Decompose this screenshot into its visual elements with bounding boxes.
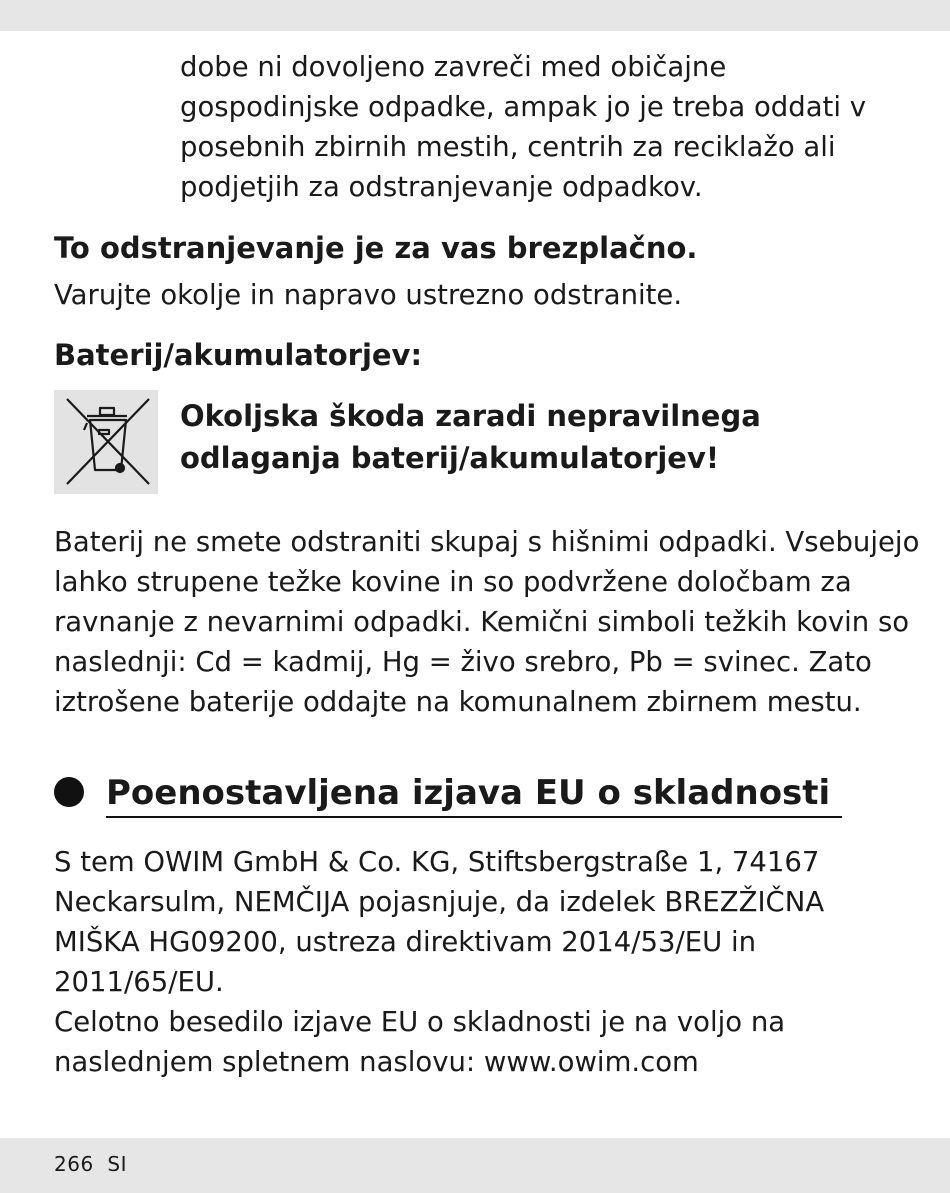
battery-disposal-paragraph [54, 522, 920, 722]
free-disposal-note: To odstranjevanje je za vas brezplačno. [54, 231, 698, 265]
declaration-line: Celotno besedilo izjave EU o skladnosti je na voljo na [54, 1006, 786, 1038]
intro-line: posebnih zbirnih mestih, centrih za reciklažo ali [180, 131, 836, 163]
bullet-icon [54, 777, 84, 807]
intro-line: gospodinjske odpadke, ampak jo je treba oddati v [180, 91, 866, 123]
declaration-line: 2011/65/EU. [54, 966, 224, 998]
eu-declaration-heading [54, 770, 854, 826]
environment-note: Varujte okolje in napravo ustrezno odstranite. [54, 279, 683, 311]
warning-line: Okoljska škoda zaradi nepravilnega [180, 399, 761, 433]
battery-line: lahko strupene težke kovine in so podvržene določbam za [54, 566, 852, 598]
battery-line: ravnanje z nevarnimi odpadki. Kemični simboli težkih kovin so [54, 606, 910, 638]
declaration-line: MIŠKA HG09200, ustreza direktivam 2014/53/EU in [54, 926, 757, 958]
language-code: SI [107, 1152, 127, 1176]
declaration-line: Neckarsulm, NEMČIJA pojasnjuje, da izdelek BREZŽIČNA [54, 886, 825, 918]
declaration-line: S tem OWIM GmbH & Co. KG, Stiftsbergstraße 1, 74167 [54, 846, 820, 878]
battery-line: Baterij ne smete odstraniti skupaj s hišnimi odpadki. Vsebujejo [54, 526, 920, 558]
warning-line: odlaganja baterij/akumulatorjev! [180, 441, 720, 475]
intro-line: podjetjih za odstranjevanje odpadkov. [180, 171, 703, 203]
crossed-out-wheelie-bin-icon [54, 390, 158, 494]
battery-line: naslednji: Cd = kadmij, Hg = živo srebro, Pb = svinec. Zato [54, 646, 872, 678]
page-number: 266 [54, 1152, 94, 1176]
page-footer [54, 1152, 127, 1176]
footer-bar [0, 1138, 950, 1193]
battery-line: iztrošene baterije oddajte na komunalnem zbirnem mestu. [54, 686, 862, 718]
intro-paragraph [180, 47, 880, 207]
batteries-heading: Baterij/akumulatorjev: [54, 338, 423, 372]
declaration-paragraph [54, 842, 914, 1082]
top-margin-bar [0, 0, 950, 31]
declaration-line: naslednjem spletnem naslovu: www.owim.com [54, 1046, 699, 1078]
section-title: Poenostavljena izjava EU o skladnosti [106, 770, 842, 818]
environmental-damage-warning [180, 395, 900, 479]
intro-line: dobe ni dovoljeno zavreči med običajne [180, 51, 727, 83]
